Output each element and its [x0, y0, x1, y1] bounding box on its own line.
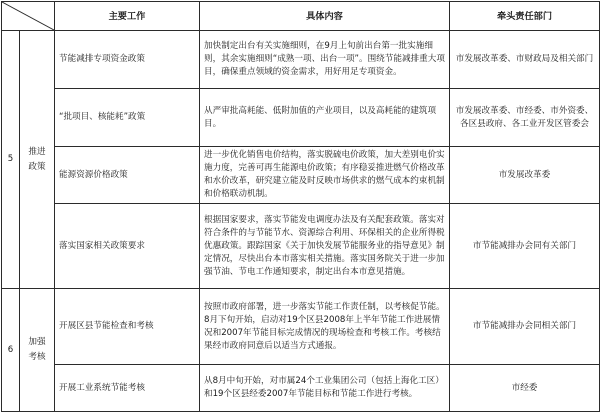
lead-department: 市经委 — [450, 365, 600, 412]
lead-department: 市发展改革委、市财政局及相关部门 — [450, 31, 600, 89]
table-row — [2, 89, 600, 147]
group-number: 6 — [2, 289, 20, 412]
group-category-line: 加强 — [28, 337, 46, 347]
header-work: 主要工作 — [55, 2, 200, 31]
work-item: 节能减排专项资金政策 — [55, 31, 200, 89]
table-row — [2, 147, 600, 204]
work-item: “批项目、核能耗”政策 — [55, 89, 200, 147]
work-item: 落实国家相关政策要求 — [55, 204, 200, 289]
group-category — [20, 289, 55, 412]
work-item: 开展工业系统节能考核 — [55, 365, 200, 412]
group-category-line: 考核 — [28, 352, 46, 362]
policy-table — [1, 1, 600, 412]
work-item: 能源资源价格政策 — [55, 147, 200, 204]
table-row — [2, 204, 600, 289]
work-content: 进一步优化销售电价结构，落实脱硫电价政策，加大差别电价实施力度，完善可再生能源电价政策；有序稳妥推进燃气价格改革和水价改革，研究建立能及时反映市场供求的燃气成本约束机制和价格联动机制。 — [200, 147, 450, 204]
diagonal-line — [2, 2, 54, 30]
table-row — [2, 289, 600, 365]
work-content: 根据国家要求，落实节能发电调度办法及有关配套政策。落实对符合条件的与节能节水、资源综合利用、环保相关的企业所得税优惠政策。跟踪国家《关于加快发展节能服务业的指导意见》制定情况，尽快出台本市落实相关措施。落实国务院关于进一步加强节油、节电工作通知要求，制定出台本市意见措施。 — [200, 204, 450, 289]
group-category-line: 推进 — [28, 146, 46, 157]
header-content: 具体内容 — [200, 2, 450, 31]
group-category-line: 政策 — [28, 161, 46, 172]
work-content: 从严审批高耗能、低附加值的产业项目，以及高耗能的建筑项目。 — [200, 89, 450, 147]
work-content: 从8月中旬开始，对市属24个工业集团公司（包括上海化工区）和19个区县经委2007年节能目标和节能工作进行考核。 — [200, 365, 450, 412]
work-content: 加快制定出台有关实施细则，在9月上旬前出台第一批实施细则，其余实施细则“成熟一项、出台一项”。围绕节能减排重大项目，确保重点领域的资金需求，用好用足专项资金。 — [200, 31, 450, 89]
table-header-row — [2, 2, 600, 31]
diagonal-header-cell — [2, 2, 55, 31]
table-row — [2, 365, 600, 412]
lead-department: 市节能减排办会同相关部门 — [450, 289, 600, 365]
group-number: 5 — [2, 31, 20, 289]
work-item: 开展区县节能检查和考核 — [55, 289, 200, 365]
header-dept: 牵头责任部门 — [450, 2, 600, 31]
lead-department: 市节能减排办会同有关部门 — [450, 204, 600, 289]
work-content: 按照市政府部署，进一步落实节能工作责任制，以考核促节能。8月下旬开始，启动对19个区县2008年上半年节能工作进展情况和2007年节能目标完成情况的现场检查和考核工作。考核结果经市政府同意后以适当方式通报。 — [200, 289, 450, 365]
group-category — [20, 31, 55, 289]
lead-department: 市发展改革委 — [450, 147, 600, 204]
lead-department: 市发展改革委、市经委、市外资委、各区县政府、各工业开发区管委会 — [450, 89, 600, 147]
table-row — [2, 31, 600, 89]
